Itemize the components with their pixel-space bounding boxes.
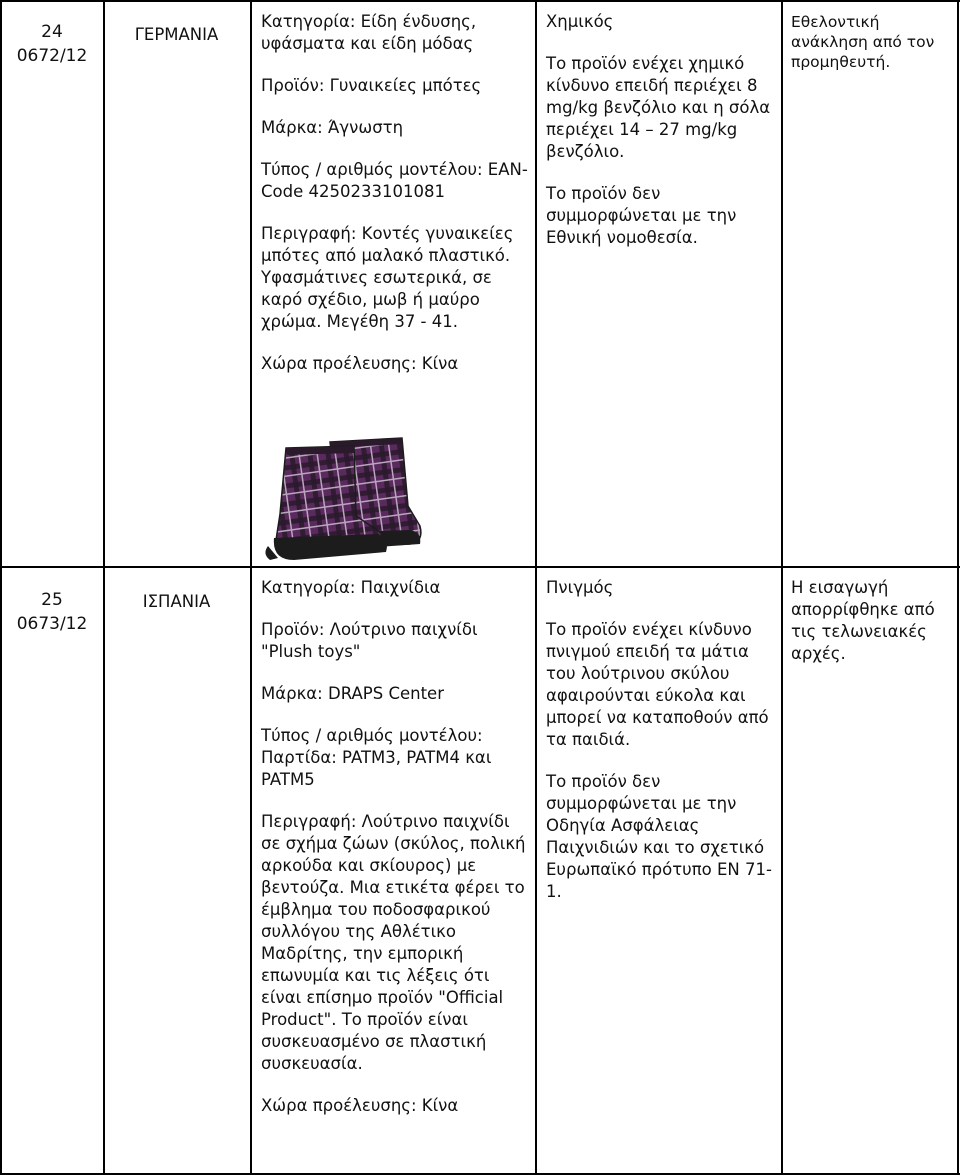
risk-compliance: Το προϊόν δεν συμμορφώνεται με την Οδηγία Ασφάλειας Παιχνιδιών και το σχετικό Ευρωπαϊκό πρότυπο EN 71-1.: [546, 772, 772, 901]
product-category: Κατηγορία: Είδη ένδυσης, υφάσματα και είδη μόδας: [261, 12, 477, 53]
column-divider: [535, 0, 537, 1175]
product-cell: [261, 11, 529, 375]
risk-compliance: Το προϊόν δεν συμμορφώνεται με την Εθνική νομοθεσία.: [546, 184, 737, 247]
product-brand: Μάρκα: DRAPS Center: [261, 684, 444, 703]
notification-number: 24: [41, 22, 63, 42]
product-brand: Μάρκα: Άγνωστη: [261, 118, 404, 137]
risk-type: Χημικός: [546, 12, 614, 31]
product-description: Περιγραφή: Λούτρινο παιχνίδι σε σχήμα ζώων (σκύλος, πολική αρκούδα και σκίουρος) με βεντούζα. Μια ετικέτα φέρει το έμβλημα του ποδοσφαρικού συλλόγου της Αθλέτικο Μαδρίτης, την εμπορική επωνυμία και τις λέξεις ότι είναι επίσημο προϊόν "Official Product". Το προϊόν είναι συσκευασμένο σε πλαστική συσκευασία.: [261, 812, 526, 1073]
column-divider: [250, 0, 252, 1175]
column-divider: [781, 0, 783, 1175]
product-description: Περιγραφή: Κοντές γυναικείες μπότες από μαλακό πλαστικό. Υφασμάτινες εσωτερικά, σε καρό σχέδιο, μωβ ή μαύρο χρώμα. Μεγέθη 37 - 41.: [261, 224, 514, 331]
risk-detail: Το προϊόν ενέχει κίνδυνο πνιγμού επειδή τα μάτια του λούτρινου σκύλου αφαιρούνται εύκολα και μπορεί να καταποθούν από τα παιδιά.: [546, 620, 769, 749]
notification-code: 0672/12: [16, 46, 88, 66]
column-divider: [103, 0, 105, 1175]
product-name: Προϊόν: Γυναικείες μπότες: [261, 76, 482, 95]
product-category: Κατηγορία: Παιχνίδια: [261, 578, 441, 597]
table-row-id: [2, 588, 102, 636]
column-divider: [957, 0, 959, 1175]
risk-cell: [546, 11, 778, 249]
country-name: ΓΕΡΜΑΝΙΑ: [134, 25, 219, 44]
country-cell: [105, 591, 248, 613]
country-cell: [105, 24, 248, 46]
country-name: ΙΣΠΑΝΙΑ: [142, 592, 211, 611]
risk-detail: Το προϊόν ενέχει χημικό κίνδυνο επειδή περιέχει 8 mg/kg βενζόλιο και η σόλα περιέχει 14 – 27 mg/kg βενζόλιο.: [546, 54, 771, 161]
row-divider: [0, 566, 960, 568]
table-row-id: [2, 20, 102, 68]
measures-cell: [791, 577, 956, 665]
risk-type: Πνιγμός: [546, 578, 614, 597]
measures-text: Εθελοντική ανάκληση από τον προμηθευτή.: [791, 13, 935, 71]
notification-number: 25: [41, 590, 63, 610]
notification-code: 0673/12: [16, 614, 88, 634]
table-border-top: [0, 0, 960, 2]
measures-cell: [791, 12, 956, 72]
product-origin: Χώρα προέλευσης: Κίνα: [261, 354, 459, 373]
risk-cell: [546, 577, 778, 903]
product-origin: Χώρα προέλευσης: Κίνα: [261, 1096, 459, 1115]
product-model: Τύπος / αριθμός μοντέλου: Παρτίδα: PATM3, PATM4 και PATM5: [261, 726, 492, 789]
product-name: Προϊόν: Λούτρινο παιχνίδι "Plush toys": [261, 620, 478, 661]
product-model: Τύπος / αριθμός μοντέλου: EAN-Code 4250233101081: [261, 160, 528, 201]
measures-text: Η εισαγωγή απορρίφθηκε από τις τελωνειακές αρχές.: [791, 578, 935, 663]
boots-image: [250, 434, 425, 564]
product-cell: [261, 577, 529, 1117]
